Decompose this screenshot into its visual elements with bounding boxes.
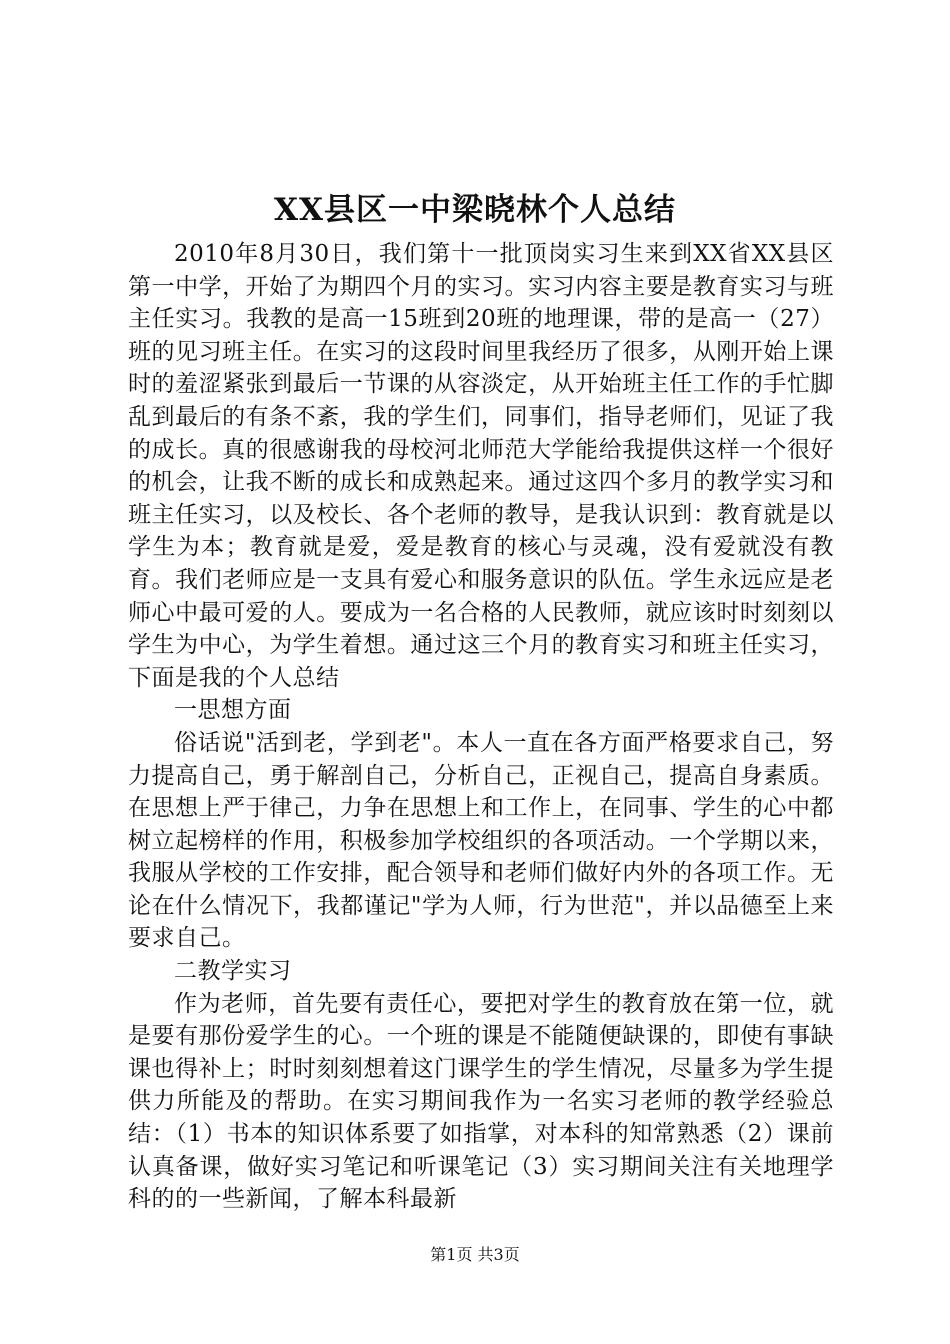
section-heading-thought: 一思想方面	[174, 697, 292, 724]
document-body	[128, 238, 834, 1216]
document-title: XX县区一中梁晓林个人总结	[273, 192, 677, 228]
thought-paragraph: 俗话说"活到老，学到老"。本人一直在各方面严格要求自己，努力提高自己，勇于解剖自己，分析自己，正视自己，提高自身素质。在思想上严于律己，力争在思想上和工作上，在同事、学生的心中都树立起榜样的作用，积极参加学校组织的各项活动。一个学期以来，我服从学校的工作安排，配合领导和老师们做好内外的各项工作。无论在什么情况下，我都谨记"学为人师，行为世范"，并以品德至上来要求自己。	[128, 729, 834, 952]
section-heading-teaching: 二教学实习	[174, 958, 292, 985]
intro-paragraph: 2010年8月30日，我们第十一批顶岗实习生来到XX省XX县区第一中学，开始了为期四个月的实习。实习内容主要是教育实习与班主任实习。我教的是高一15班到20班的地理课，带的是高一（27）班的见习班主任。在实习的这段时间里我经历了很多，从刚开始上课时的羞涩紧张到最后一节课的从容淡定，从开始班主任工作的手忙脚乱到最后的有条不紊，我的学生们，同事们，指导老师们，见证了我的成长。真的很感谢我的母校河北师范大学能给我提供这样一个很好的机会，让我不断的成长和成熟起来。通过这四个多月的教学实习和班主任实习，以及校长、各个老师的教导，是我认识到：教育就是以学生为本；教育就是爱，爱是教育的核心与灵魂，没有爱就没有教育。我们老师应是一支具有爱心和服务意识的队伍。学生永远应是老师心中最可爱的人。要成为一名合格的人民教师，就应该时时刻刻以学生为中心，为学生着想。通过这三个月的教育实习和班主任实习，下面是我的个人总结	[128, 241, 834, 691]
page-number-footer: 第1页 共3页	[430, 1245, 520, 1264]
teaching-paragraph: 作为老师，首先要有责任心，要把对学生的教育放在第一位，就是要有那份爱学生的心。一个班的课是不能随便缺课的，即使有事缺课也得补上；时时刻刻想着这门课学生的学生情况，尽量多为学生提供力所能及的帮助。在实习期间我作为一名实习老师的教学经验总结：（1）书本的知识体系要了如指掌，对本科的知常熟悉（2）课前认真备课，做好实习笔记和听课笔记（3）实习期间关注有关地理学科的的一些新闻，了解本科最新	[128, 990, 834, 1213]
